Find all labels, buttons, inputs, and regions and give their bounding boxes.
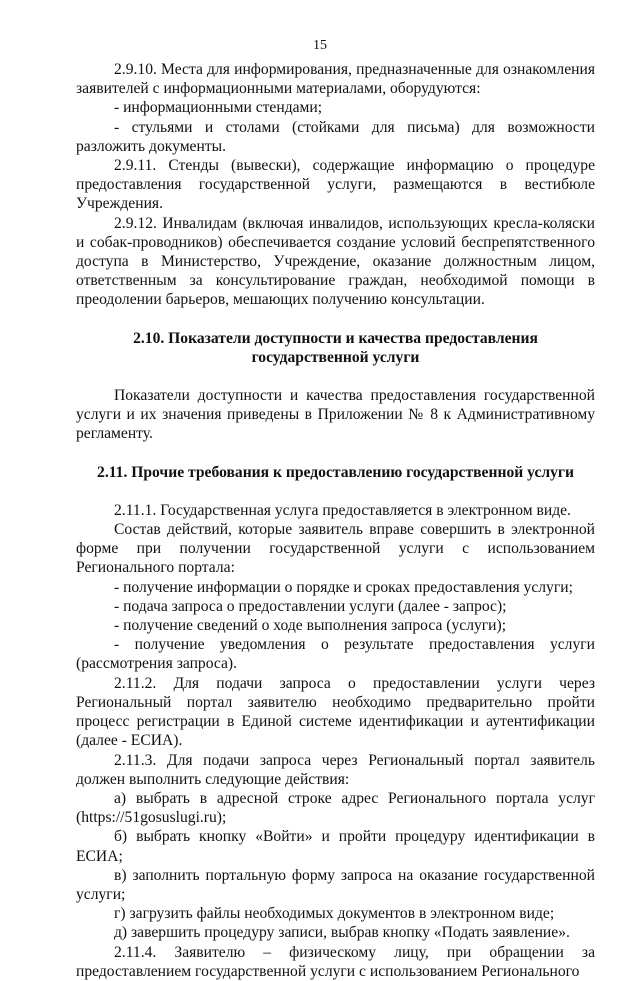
list-item-result-notification: - получение уведомления о результате предоставления услуги (рассмотрения запроса). (76, 636, 595, 673)
paragraph-2-10-indicators: Показатели доступности и качества предоставления государственной услуги и их значения приведены в Приложении № 8 к Административному регламенту. (76, 387, 595, 443)
paragraph-2-9-10: 2.9.10. Места для информирования, предназначенные для ознакомления заявителей с информационными материалами, оборудуются: (76, 61, 595, 98)
section-heading-2-11: 2.11. Прочие требования к предоставлению государственной услуги (97, 463, 574, 481)
paragraph-2-11-3: 2.11.3. Для подачи запроса через Региональный портал заявитель должен выполнить следующие действия: (76, 751, 595, 788)
list-item-portal-address: а) выбрать в адресной строке адрес Регионального портала услуг (https://51gosuslugi.ru); (76, 789, 595, 827)
section-heading-2-10: 2.10. Показатели доступности и качества предоставления государственной услуги (133, 329, 538, 366)
paragraph-2-11-4: 2.11.4. Заявителю – физическому лицу, при обращении за предоставлением государственной услуги с использованием Регионального (76, 943, 595, 980)
paragraph-2-9-11: 2.9.11. Стенды (вывески), содержащие информацию о процедуре предоставления государственной услуги, размещаются в вестибюле Учреждения. (76, 157, 595, 213)
paragraph-2-9-12: 2.9.12. Инвалидам (включая инвалидов, использующих кресла-коляски и собак-проводников) обеспечивается создание условий беспрепятственного доступа в Министерство, Учреждение, оказание должностным лицом, ответственным за консультирование граждан, необходимой помощи в преодолении барьеров, мешающих получению консультации. (76, 214, 595, 309)
page-number: 15 (313, 38, 327, 53)
list-item-chairs-tables: - стульями и столами (стойками для письма) для возможности разложить документы. (76, 118, 595, 155)
list-item-fill-form: в) заполнить портальную форму запроса на оказание государственной услуги; (76, 866, 595, 903)
paragraph-2-11-2: 2.11.2. Для подачи запроса о предоставлении услуги через Региональный портал заявителю необходимо предварительно пройти процесс регистрации в Единой системе идентификации и аутентификации (далее - ЕСИА). (76, 674, 595, 750)
list-item-request-status: - получение сведений о ходе выполнения запроса (услуги); (114, 617, 507, 635)
page-content (76, 60, 595, 981)
list-item-info-stands: - информационными стендами; (114, 99, 323, 117)
paragraph-electronic-actions: Состав действий, которые заявитель вправе совершить в электронной форме при получении государственной услуги с использованием Регионального портала: (76, 521, 595, 577)
list-item-upload-files: г) загрузить файлы необходимых документов в электронном виде; (114, 905, 555, 923)
list-item-info-order: - получение информации о порядке и сроках предоставления услуги; (114, 578, 573, 596)
list-item-login-button: б) выбрать кнопку «Войти» и пройти процедуру идентификации в ЕСИА; (76, 828, 595, 865)
list-item-request-submit: - подача запроса о предоставлении услуги (далее - запрос); (114, 597, 507, 615)
list-item-submit-application: д) завершить процедуру записи, выбрав кнопку «Подать заявление». (114, 924, 570, 942)
paragraph-2-11-1: 2.11.1. Государственная услуга предоставляется в электронном виде. (114, 501, 571, 519)
